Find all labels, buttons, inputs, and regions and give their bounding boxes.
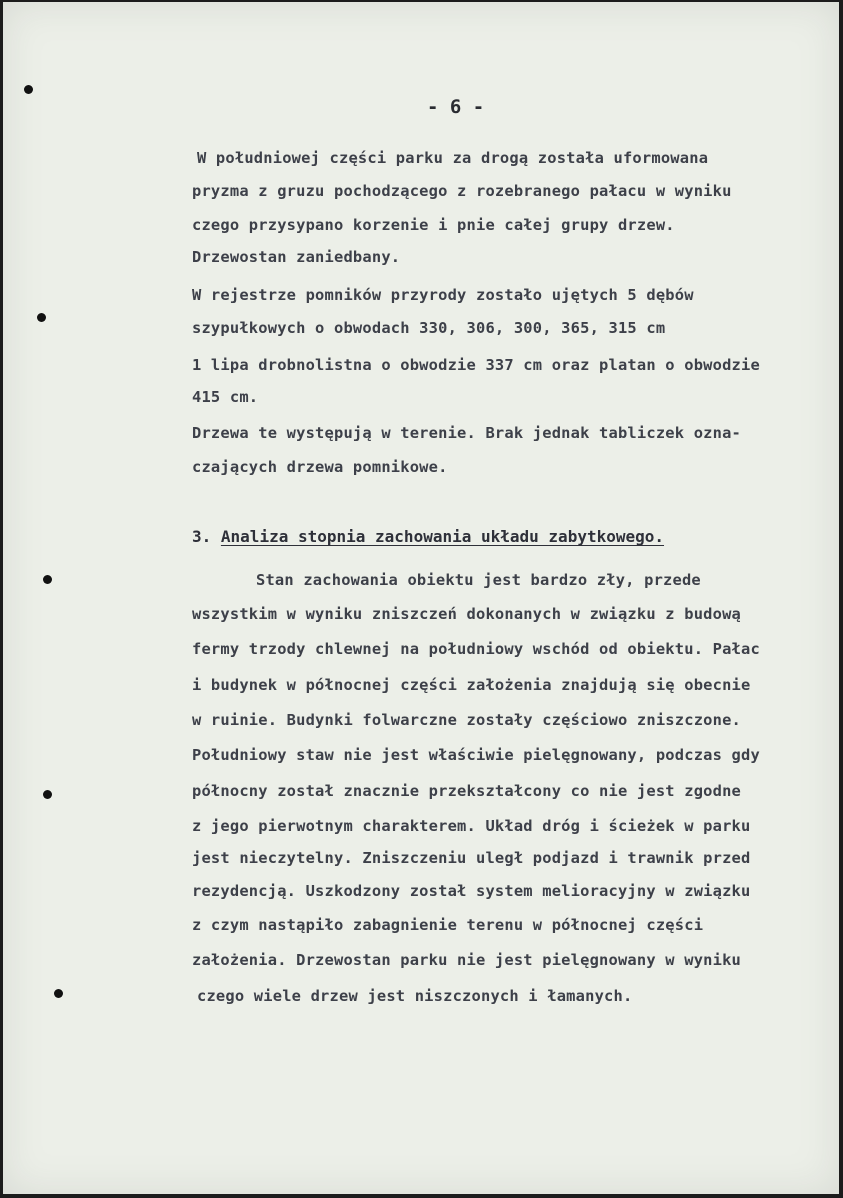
body-line: i budynek w północnej części założenia znajdują się obecnie [192,676,751,694]
body-line: W południowej części parku za drogą została uformowana [197,149,709,167]
body-line: Drzewostan zaniedbany. [192,248,401,266]
section-number: 3. [192,527,212,546]
body-line: czego przysypano korzenie i pnie całej grupy drzew. [192,216,675,234]
body-line: założenia. Drzewostan parku nie jest pielęgnowany w wyniku [192,951,742,969]
body-line: czego wiele drzew jest niszczonych i łamanych. [197,987,633,1005]
section-heading [192,527,664,546]
body-line: z jego pierwotnym charakterem. Układ dróg i ścieżek w parku [192,817,751,835]
body-line: w ruinie. Budynki folwarczne zostały częściowo zniszczone. [192,711,742,729]
body-line: 1 lipa drobnolistna o obwodzie 337 cm oraz platan o obwodzie [192,356,760,374]
binder-hole [43,575,52,584]
body-line: fermy trzody chlewnej na południowy wschód od obiektu. Pałac [192,640,760,658]
body-line: rezydencją. Uszkodzony został system melioracyjny w związku [192,882,751,900]
body-line: Południowy staw nie jest właściwie pielęgnowany, podczas gdy [192,746,760,764]
section-title: Analiza stopnia zachowania układu zabytkowego. [220,527,665,546]
binder-hole [43,790,52,799]
binder-hole [54,989,63,998]
body-line: północny został znacznie przekształcony co nie jest zgodne [192,782,742,800]
body-line: Stan zachowania obiektu jest bardzo zły, przede [256,571,701,589]
body-line: czających drzewa pomnikowe. [192,458,448,476]
body-line: Drzewa te występują w terenie. Brak jednak tabliczek ozna- [192,424,742,442]
binder-hole [37,313,46,322]
binder-hole [24,85,33,94]
body-line: z czym nastąpiło zabagnienie terenu w północnej części [192,916,704,934]
body-line: 415 cm. [192,388,259,406]
body-line: jest nieczytelny. Zniszczeniu uległ podjazd i trawnik przed [192,849,751,867]
body-line: szypułkowych o obwodach 330, 306, 300, 365, 315 cm [192,319,666,337]
body-line: W rejestrze pomników przyrody zostało ujętych 5 dębów [192,286,694,304]
document-page [3,2,839,1194]
body-line: pryzma z gruzu pochodzącego z rozebranego pałacu w wyniku [192,182,732,200]
page-number: - 6 - [427,96,485,118]
body-line: wszystkim w wyniku zniszczeń dokonanych w związku z budową [192,605,742,623]
